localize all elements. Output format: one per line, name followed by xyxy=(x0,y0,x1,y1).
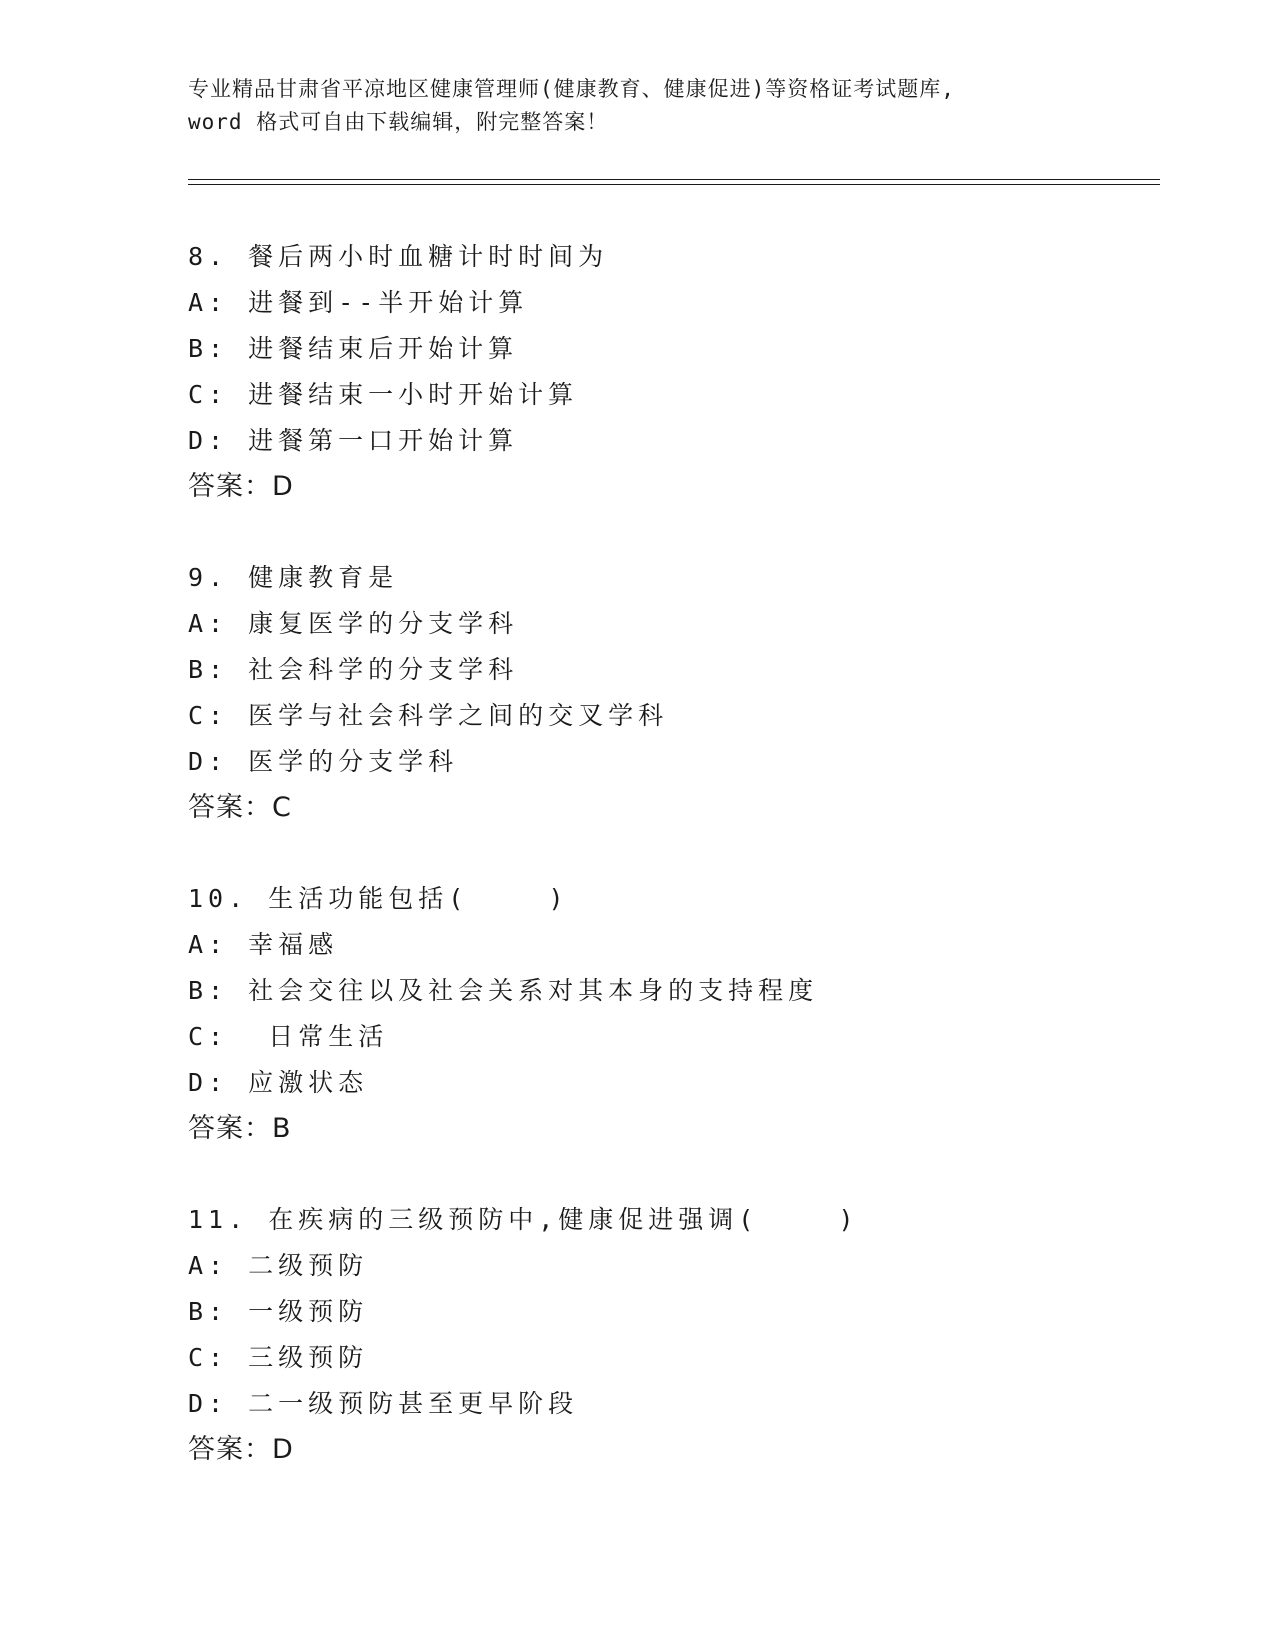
option-d: D: 医学的分支学科 xyxy=(188,747,459,776)
option-b: B: 社会交往以及社会关系对其本身的支持程度 xyxy=(188,976,819,1005)
header-line-1: 专业精品甘肃省平凉地区健康管理师(健康教育、健康促进)等资格证考试题库, xyxy=(188,77,955,101)
header-line-2: word 格式可自由下载编辑，附完整答案！ xyxy=(188,110,609,134)
question-list xyxy=(188,234,1168,1518)
document-header xyxy=(188,73,1088,139)
option-c: C: 三级预防 xyxy=(188,1343,369,1372)
option-d: D: 进餐第一口开始计算 xyxy=(188,426,519,455)
answer-text: 答案：B xyxy=(188,1113,292,1144)
option-b: B: 进餐结束后开始计算 xyxy=(188,334,519,363)
option-c: C: 进餐结束一小时开始计算 xyxy=(188,380,579,409)
question-stem: 10. 生活功能包括( ) xyxy=(188,884,569,913)
option-a: A: 二级预防 xyxy=(188,1251,369,1280)
answer-text: 答案：D xyxy=(188,1434,294,1465)
question-stem: 11. 在疾病的三级预防中,健康促进强调( ) xyxy=(188,1205,859,1234)
option-d: D: 应激状态 xyxy=(188,1068,369,1097)
header-divider xyxy=(188,179,1160,185)
option-d: D: 二一级预防甚至更早阶段 xyxy=(188,1389,579,1418)
answer-text: 答案：D xyxy=(188,471,294,502)
option-a: A: 幸福感 xyxy=(188,930,339,959)
question-8 xyxy=(188,234,1168,510)
answer-text: 答案：C xyxy=(188,792,292,823)
question-stem: 9. 健康教育是 xyxy=(188,563,399,592)
question-stem: 8. 餐后两小时血糖计时时间为 xyxy=(188,242,609,271)
option-b: B: 一级预防 xyxy=(188,1297,369,1326)
option-a: A: 康复医学的分支学科 xyxy=(188,609,519,638)
option-c: C: 医学与社会科学之间的交叉学科 xyxy=(188,701,669,730)
option-a: A: 进餐到--半开始计算 xyxy=(188,288,529,317)
option-c: C: 日常生活 xyxy=(188,1022,389,1051)
question-11 xyxy=(188,1197,1168,1473)
question-9 xyxy=(188,555,1168,831)
option-b: B: 社会科学的分支学科 xyxy=(188,655,519,684)
question-10 xyxy=(188,876,1168,1152)
